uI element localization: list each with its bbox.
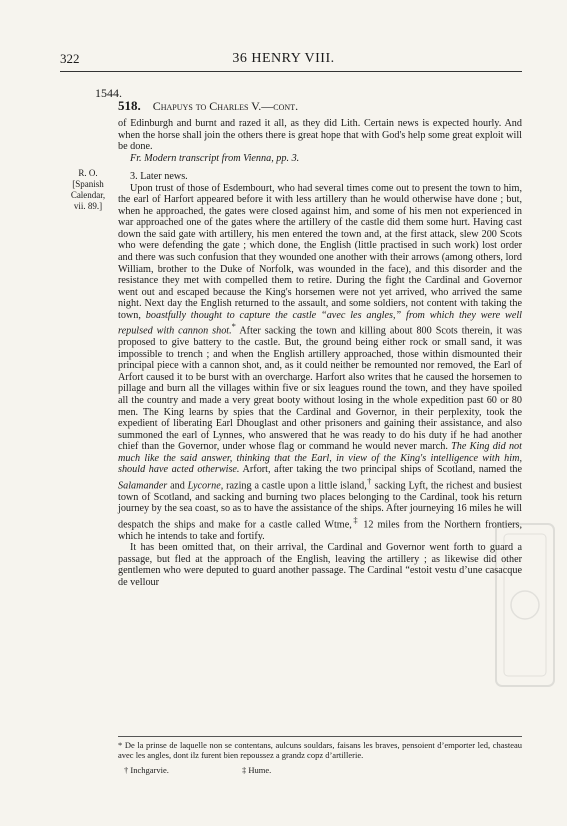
- header-rule: [60, 71, 522, 72]
- year-marker: 1544.: [95, 86, 122, 100]
- paragraph-main: [118, 183, 522, 543]
- page-number: 322: [60, 51, 80, 66]
- running-title: 36 HENRY VIII.: [232, 51, 335, 66]
- margin-reference-line: Calendar,: [70, 190, 106, 200]
- entry-heading: [118, 97, 522, 115]
- source-note: [118, 153, 522, 165]
- section-heading: 3. Later news.: [130, 171, 188, 183]
- footnote-ref: ‡: [351, 514, 360, 525]
- margin-reference: [60, 168, 116, 212]
- paragraph-text: 12 miles from the Northern frontiers, which he intends to take and fortify.: [118, 519, 523, 542]
- margin-reference-line: [Spanish: [72, 179, 104, 189]
- paragraph-continued: of Edinburgh and burnt and razed it all, as they did Lith. Certain news is expected hourly. And when the horse shall join the others there is great hope that with God's help some great exploit will be done.: [118, 118, 522, 153]
- italic-summary: boastfully thought to capture the castle “avec les angles,” from which they were well repulsed with cannon shot.: [118, 309, 523, 337]
- footnote-text: * De la prinse de laquelle non se contentans, aulcuns souldars, faisans les braves, pensoient d’emporter led, chasteau avec les angles, dont ilz furent bien repoussez a grandz copz d’artillerie.: [118, 740, 522, 760]
- paragraph-text: Upon trust of those of Esdembourt, who had several times come out to present the town to him, the earl of Harfort appeared before it with less artillery than he would otherwise have done ; but, when he approached, the gates were closed against him, and some of his men not experienced in war approached one of the gates where the artillery of the castle did them some hurt. Having cast down the said gate with artillery, his men entered the town and, at the first attack, slew 200 Scots who were defending the gate ; which done, the English (little practised in such work) lost order and there was such confusion that they wounded one another with their arrows (among others, lord William, brother to the Duke of Norfolk, was wounded in the face), and this disorder and the resistance they met with compelled them to retire. During the fight the Cardinal and Governor went out and escaped because the King's horsemen were not yet arrived, who arrived the same night. Next day the English returned to the assault, and some soldiers, not content with taking the town,: [118, 182, 522, 321]
- paragraph-text: razing a castle upon a little island,: [226, 480, 367, 492]
- paragraph-text: After sacking the town and killing about 800 Scots therein, it was proposed to give battery to the castle. But, the ground being either rock or small sand, it was impossible to trench ; and when the English artillery approached, those within dismounted their principal piece with a cannon shot, and, as it could neither be remounted nor removed, the Earl of Arfort caused it to be burst with an overcharge. Harfort also writes that he caused the horsemen to pillage and burn all the villages within five or six leagues round the town, and they have spoiled all the country and made a very great booty without losing in the whole expedition past 60 or 80 men. The King learns by spies that the Cardinal and Governor, in their perplexity, took the expedient of liberating Earl Dhouglast and other prisoners and gaining their assistance, and also summoned the earl of Lynnes, who answered that he was ready to do his duty if he had another chief than the Governor, under whose flag or command he would never march.: [118, 325, 523, 453]
- footnote-rule: [118, 736, 522, 737]
- paragraph-text: sacking Lyft, the richest and busiest town of Scotland, and sacking and burning two places belonging to the Cardinal, took his return journey by the sea coast, so as to have the assistance of the ships. After journeying 16 miles he will despatch the ships and make for a castle called Wtme,: [118, 480, 522, 531]
- footnotes: [118, 740, 522, 775]
- paragraph-text: and: [170, 480, 185, 492]
- entry-title: Chapuys to Charles V.—cont.: [152, 99, 299, 113]
- ship-name: Lycorne,: [187, 480, 224, 492]
- footnote-ref: †: [366, 475, 372, 486]
- footnote-text: † Inchgarvie.: [124, 765, 169, 775]
- paragraph-text: Arfort, after taking the two principal ships of Scotland, named the: [242, 464, 523, 476]
- ship-name: Salamander: [118, 480, 168, 492]
- margin-reference-line: vii. 89.]: [73, 201, 103, 211]
- document-body: [118, 118, 522, 589]
- footnote-text: ‡ Hume.: [242, 765, 272, 775]
- footnote-row: [118, 765, 522, 775]
- footnote-ref: *: [231, 321, 236, 332]
- paragraph-final: It has been omitted that, on their arrival, the Cardinal and Governor went forth to guard a passage, but fled at the approach of the English, leaving the artillery ; as likewise did other gentlemen who were deputed to guard another passage. The Cardinal “estoit vestu d’une casacque de vellour: [118, 542, 522, 588]
- source-note-text: Fr. Modern transcript from Vienna, pp. 3.: [130, 152, 300, 164]
- entry-number: 518.: [118, 98, 141, 113]
- margin-reference-line: R. O.: [78, 168, 98, 178]
- italic-summary: The King did not much like the said answer, thinking that the Earl, in view of the King's intelligence with him, should have acted otherwise.: [118, 441, 522, 476]
